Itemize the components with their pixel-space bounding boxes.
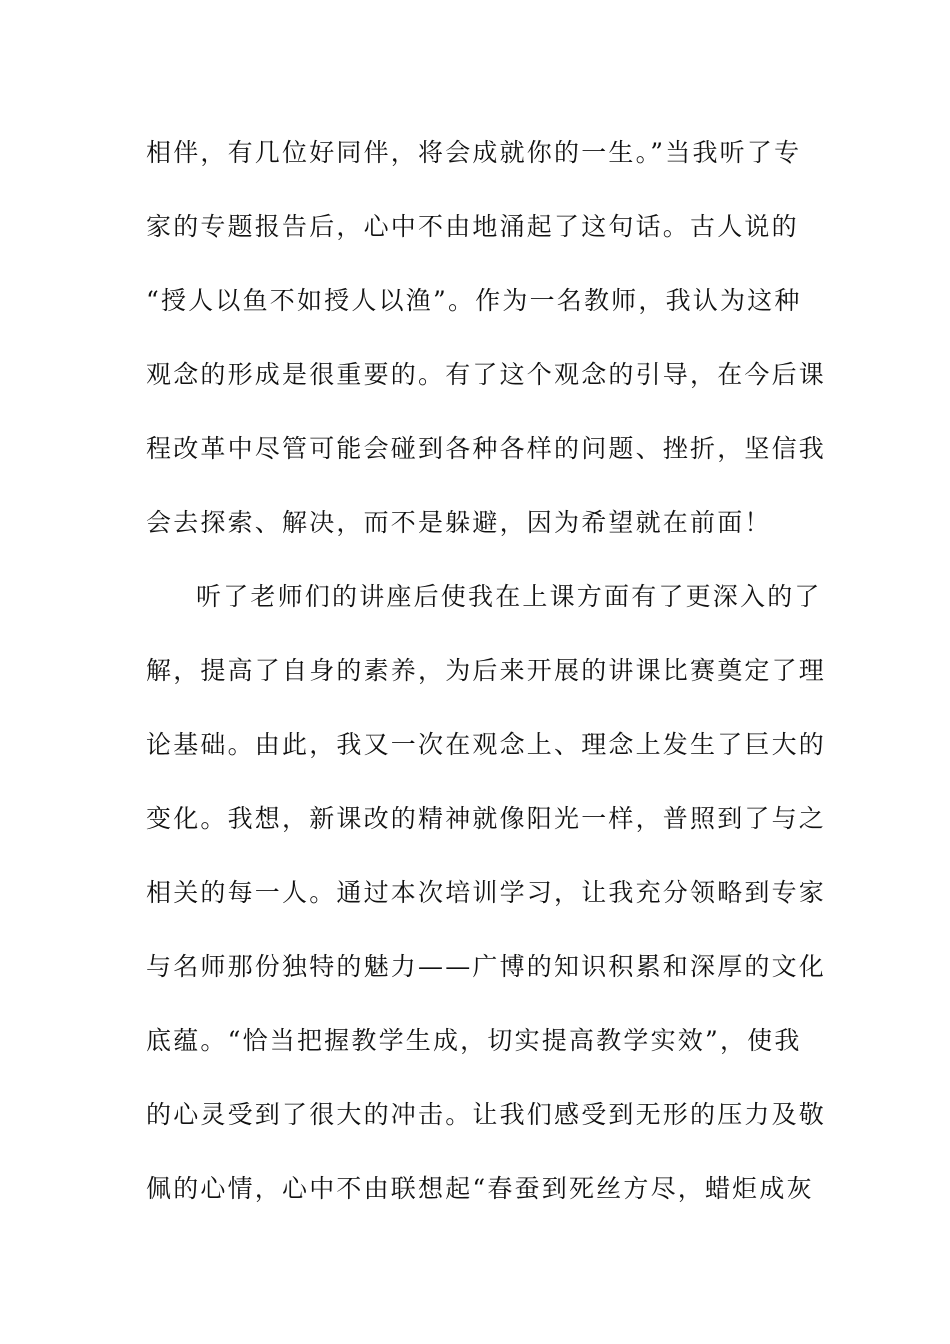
text-line: 论基础。由此，我又一次在观念上、理念上发生了巨大的 — [146, 730, 827, 759]
text-line: 家的专题报告后，心中不由地涌起了这句话。古人说的 — [146, 212, 799, 241]
text-line: 解，提高了自身的素养，为后来开展的讲课比赛奠定了理 — [146, 656, 827, 685]
text-line: 佩的心情，心中不由联想起“春蚕到死丝方尽，蜡炬成灰 — [146, 1174, 814, 1203]
text-line: 相关的每一人。通过本次培训学习，让我充分领略到专家 — [146, 878, 827, 907]
text-line: 的心灵受到了很大的冲击。让我们感受到无形的压力及敬 — [146, 1100, 827, 1129]
text-line: 会去探索、解决，而不是躲避，因为希望就在前面！ — [146, 508, 772, 537]
text-line: 与名师那份独特的魅力——广博的知识积累和深厚的文化 — [146, 952, 827, 981]
paragraph-first-line: 听了老师们的讲座后使我在上课方面有了更深入的了 — [196, 582, 822, 611]
text-line: 相伴，有几位好同伴，将会成就你的一生。”当我听了专 — [146, 138, 802, 167]
text-line: 观念的形成是很重要的。有了这个观念的引导，在今后课 — [146, 360, 827, 389]
text-line: 程改革中尽管可能会碰到各种各样的问题、挫折，坚信我 — [146, 434, 827, 463]
text-line: 底蕴。“恰当把握教学生成，切实提高教学实效”，使我 — [146, 1026, 802, 1055]
text-line: “授人以鱼不如授人以渔”。作为一名教师，我认为这种 — [146, 286, 802, 315]
text-line: 变化。我想，新课改的精神就像阳光一样，普照到了与之 — [146, 804, 827, 833]
